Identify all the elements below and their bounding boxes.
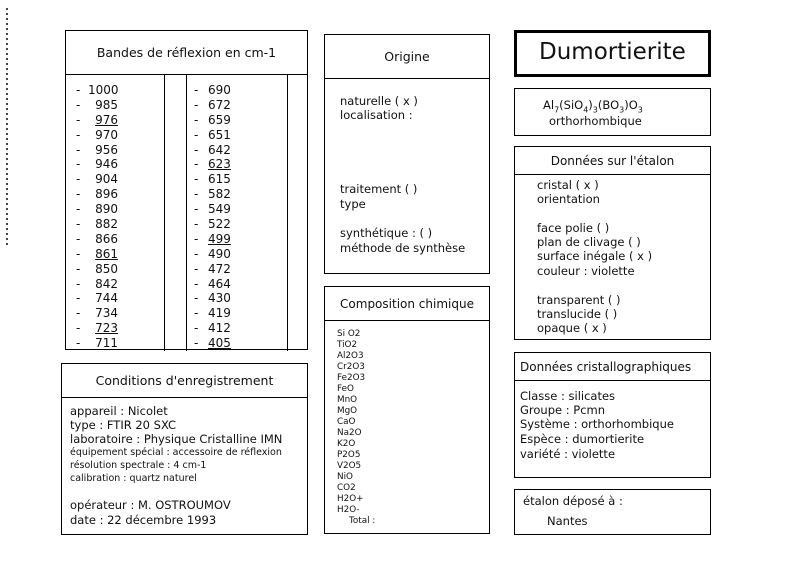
operateur-field: opérateur : M. OSTROUMOV xyxy=(70,498,231,512)
composition-panel xyxy=(324,286,490,534)
band-value: 549 xyxy=(208,202,231,217)
chemical-formula: $Al_7(SiO_4)_3(BO_3)O_3$ xyxy=(543,98,643,115)
composition-item: MgO xyxy=(337,406,358,416)
band-value: 956 xyxy=(95,142,118,157)
band-value: 882 xyxy=(95,217,118,232)
band-value: 850 xyxy=(95,261,118,276)
band-value: 985 xyxy=(95,97,118,112)
origine-heading: Origine xyxy=(325,35,489,79)
etalon-panel xyxy=(514,146,711,340)
cristal-field: cristal ( x ) xyxy=(537,178,599,192)
band-dash: - xyxy=(194,321,199,336)
bands-col2-divider xyxy=(287,75,288,351)
conditions-heading: Conditions d'enregistrement xyxy=(62,364,307,398)
bands-heading: Bandes de réflexion en cm-1 xyxy=(66,31,307,75)
band-value: 904 xyxy=(95,172,118,187)
synthetique-field: synthétique : ( ) xyxy=(340,226,433,240)
systeme-field: Système : orthorhombique xyxy=(520,417,674,431)
band-dash: - xyxy=(194,142,199,157)
band-dash: - xyxy=(76,172,81,187)
variete-field: variété : violette xyxy=(520,447,616,461)
band-dash: - xyxy=(76,142,81,157)
plan-clivage-field: plan de clivage ( ) xyxy=(537,235,641,249)
opaque-field: opaque ( x ) xyxy=(537,321,607,335)
equipement-field: équipement spécial : accessoire de réflexion xyxy=(70,447,282,458)
band-value: 672 xyxy=(208,97,231,112)
composition-list xyxy=(337,329,375,527)
composition-item: CaO xyxy=(337,417,356,427)
composition-item: H2O- xyxy=(337,505,360,515)
couleur-field: couleur : violette xyxy=(537,264,635,278)
band-dash: - xyxy=(194,112,199,127)
laboratoire-field: laboratoire : Physique Cristalline IMN xyxy=(70,432,283,446)
traitement-field: traitement ( ) xyxy=(340,182,418,196)
depot-place: Nantes xyxy=(547,514,588,528)
translucide-field: translucide ( ) xyxy=(537,307,618,321)
type-field: type xyxy=(340,197,366,211)
band-value: 623 xyxy=(208,157,231,172)
band-value: 734 xyxy=(95,306,118,321)
orientation-field: orientation xyxy=(537,192,600,206)
band-dash: - xyxy=(76,261,81,276)
composition-item: K2O xyxy=(337,439,356,449)
band-dash: - xyxy=(194,336,199,351)
band-dash: - xyxy=(76,291,81,306)
etalon-heading: Données sur l'étalon xyxy=(515,147,710,175)
composition-item: MnO xyxy=(337,395,358,405)
band-dash: - xyxy=(194,306,199,321)
band-dash: - xyxy=(76,97,81,112)
composition-item: Al2O3 xyxy=(337,351,364,361)
band-value: 744 xyxy=(95,291,118,306)
band-dash: - xyxy=(194,187,199,202)
formula-box xyxy=(514,88,711,136)
band-value: 976 xyxy=(95,112,118,127)
bands-panel xyxy=(65,30,308,350)
band-dash: - xyxy=(76,83,81,97)
composition-item: Si O2 xyxy=(337,329,361,339)
composition-item: NiO xyxy=(337,472,353,482)
composition-item: P2O5 xyxy=(337,450,361,460)
band-dash: - xyxy=(194,261,199,276)
band-dash: - xyxy=(194,217,199,232)
origine-panel xyxy=(324,34,490,274)
band-value: 723 xyxy=(95,321,118,336)
band-dash: - xyxy=(76,336,81,351)
depot-label: étalon déposé à : xyxy=(523,494,623,508)
band-dash: - xyxy=(76,157,81,172)
band-value: 970 xyxy=(95,127,118,142)
band-dash: - xyxy=(76,112,81,127)
band-value: 430 xyxy=(208,291,231,306)
band-value: 896 xyxy=(95,187,118,202)
band-dash: - xyxy=(194,172,199,187)
band-dash: - xyxy=(76,306,81,321)
face-polie-field: face polie ( ) xyxy=(537,221,610,235)
band-value: 412 xyxy=(208,321,231,336)
band-value: 615 xyxy=(208,172,231,187)
composition-item: Na2O xyxy=(337,428,362,438)
band-value: 946 xyxy=(95,157,118,172)
localisation-field: localisation : xyxy=(340,108,413,122)
scan-edge-marks xyxy=(6,8,8,248)
band-value: 582 xyxy=(208,187,231,202)
band-value: 866 xyxy=(95,231,118,246)
band-value: 861 xyxy=(95,246,118,261)
band-dash: - xyxy=(76,231,81,246)
band-value: 490 xyxy=(208,246,231,261)
composition-item: TiO2 xyxy=(337,340,358,350)
date-field: date : 22 décembre 1993 xyxy=(70,513,217,527)
classe-field: Classe : silicates xyxy=(520,389,616,403)
crystal-system-subtitle: orthorhombique xyxy=(549,114,642,128)
title-box xyxy=(514,30,711,77)
band-dash: - xyxy=(194,231,199,246)
composition-heading: Composition chimique xyxy=(325,287,489,321)
band-value: 690 xyxy=(208,83,231,97)
cristallo-panel xyxy=(514,352,711,478)
composition-item: Cr2O3 xyxy=(337,362,365,372)
composition-item: FeO xyxy=(337,384,354,394)
band-dash: - xyxy=(76,321,81,336)
conditions-panel xyxy=(61,363,308,535)
bands-mid-divider xyxy=(186,75,187,351)
methode-field: méthode de synthèse xyxy=(340,241,466,255)
surface-field: surface inégale ( x ) xyxy=(537,249,653,263)
band-dash: - xyxy=(76,202,81,217)
page-title: Dumortierite xyxy=(539,39,686,65)
bands-col1-divider xyxy=(164,75,165,351)
resolution-field: résolution spectrale : 4 cm-1 xyxy=(70,460,207,471)
composition-item: CO2 xyxy=(337,483,356,493)
band-dash: - xyxy=(194,83,199,97)
composition-item: Fe2O3 xyxy=(337,373,366,383)
band-value: 499 xyxy=(208,231,231,246)
band-value: 419 xyxy=(208,306,231,321)
groupe-field: Groupe : Pcmn xyxy=(520,403,606,417)
composition-item: H2O+ xyxy=(337,494,364,504)
band-value: 405 xyxy=(208,336,231,351)
band-value: 464 xyxy=(208,276,231,291)
band-dash: - xyxy=(194,127,199,142)
band-dash: - xyxy=(194,202,199,217)
band-value: 472 xyxy=(208,261,231,276)
band-value: 711 xyxy=(95,336,118,351)
band-dash: - xyxy=(76,246,81,261)
band-dash: - xyxy=(76,127,81,142)
band-value: 651 xyxy=(208,127,231,142)
band-dash: - xyxy=(194,157,199,172)
calibration-field: calibration : quartz naturel xyxy=(70,473,197,484)
band-dash: - xyxy=(194,246,199,261)
appareil-field: appareil : Nicolet xyxy=(70,404,168,418)
band-dash: - xyxy=(76,217,81,232)
band-value: 842 xyxy=(95,276,118,291)
naturelle-field: naturelle ( x ) xyxy=(340,94,418,108)
depot-panel xyxy=(514,489,711,535)
band-dash: - xyxy=(76,276,81,291)
cristallo-heading: Données cristallographiques xyxy=(515,353,710,381)
transparent-field: transparent ( ) xyxy=(537,293,621,307)
type-instrument-field: type : FTIR 20 SXC xyxy=(70,418,177,432)
band-dash: - xyxy=(194,291,199,306)
band-dash: - xyxy=(76,187,81,202)
band-value: 659 xyxy=(208,112,231,127)
espece-field: Espèce : dumortierite xyxy=(520,432,645,446)
band-value: 890 xyxy=(95,202,118,217)
band-dash: - xyxy=(194,276,199,291)
band-value: 642 xyxy=(208,142,231,157)
band-value: 1000 xyxy=(88,83,119,97)
band-dash: - xyxy=(194,97,199,112)
composition-item: V2O5 xyxy=(337,461,362,471)
composition-total: Total : xyxy=(349,516,376,526)
band-value: 522 xyxy=(208,217,231,232)
